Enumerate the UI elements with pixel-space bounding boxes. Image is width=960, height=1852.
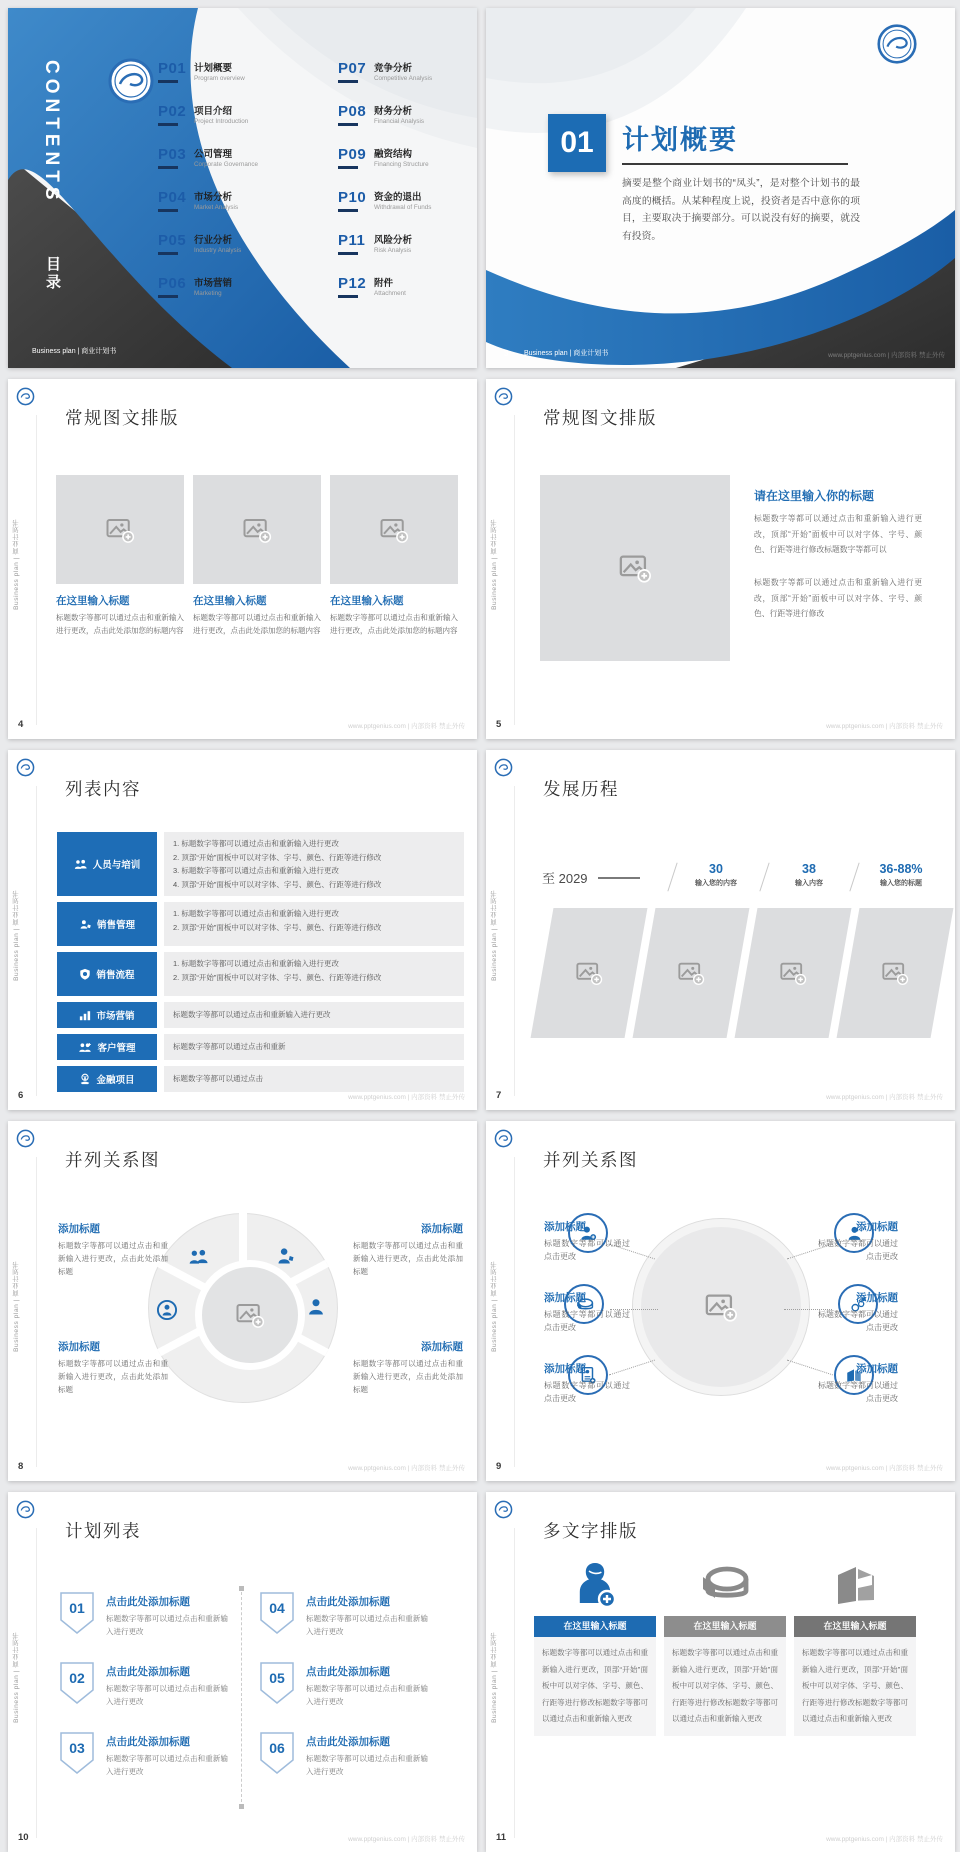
- relation-block-body: 标题数字等都可以通过点击和重新输入进行更改，点击此处添加标题: [58, 1241, 168, 1276]
- divider-end-square: [239, 1804, 244, 1809]
- site-footer: www.pptgenius.com | 内部资料 禁止外传: [348, 1094, 465, 1101]
- image-placeholder[interactable]: [540, 475, 730, 661]
- toc-entry-underline: [338, 166, 358, 169]
- toc-entry-title-cn: 市场营销: [194, 278, 233, 289]
- plan-item-body: 标题数字等都可以通过点击和重新输入进行更改: [106, 1614, 228, 1636]
- stat-label: 输入您的内容: [695, 880, 737, 887]
- plan-item-title: 点击此处添加标题: [106, 1666, 190, 1678]
- timeline-stat: [858, 862, 944, 888]
- plan-item-badge: [60, 1592, 94, 1634]
- user-icon: [306, 1297, 326, 1317]
- site-footer: www.pptgenius.com | 内部资料 禁止外传: [826, 1836, 943, 1843]
- toc-entry[interactable]: [338, 275, 477, 298]
- toc-entry-title-en: Withdrawal of Funds: [374, 204, 432, 211]
- toc-entry-underline: [338, 80, 358, 83]
- add-image-icon: [618, 551, 652, 585]
- relation-block: [812, 1290, 898, 1334]
- slide-title: 常规图文排版: [543, 408, 657, 428]
- toc-entry[interactable]: [338, 103, 477, 126]
- text-column: [794, 1554, 916, 1736]
- toc-entry-number: P06: [158, 275, 187, 292]
- list-row-panel: [164, 1034, 464, 1060]
- toc-entry[interactable]: [338, 232, 477, 255]
- list-line: 1. 标题数字等都可以通过点击和重新输入进行更改: [173, 839, 339, 848]
- relation-block-title: 添加标题: [856, 1292, 898, 1304]
- toc-entry-underline: [158, 295, 178, 298]
- content-heading: 请在这里输入你的标题: [754, 489, 875, 503]
- plan-item-title: 点击此处添加标题: [306, 1596, 390, 1608]
- relation-block-body: 标题数字等都可以通过点击和重新输入进行更改，点击此处添加标题: [353, 1241, 463, 1276]
- slide-title: 常规图文排版: [65, 408, 179, 428]
- list-row-label[interactable]: [57, 1002, 157, 1028]
- toc-vertical-title-cn: 目录: [44, 256, 61, 292]
- plan-item-body: 标题数字等都可以通过点击和重新输入进行更改: [306, 1614, 428, 1636]
- toc-entry-title-en: Attachment: [374, 290, 406, 297]
- toc-entry-title-cn: 资金的退出: [374, 192, 422, 203]
- list-line: 4. 顶部“开始”面板中可以对字体、字号、颜色、行距等进行修改: [173, 879, 382, 889]
- column-title: 在这里输入标题: [330, 595, 404, 607]
- plan-item-body: 标题数字等都可以通过点击和重新输入进行更改: [106, 1684, 228, 1706]
- text-column: [664, 1554, 786, 1736]
- column-body: 标题数字等都可以通过点击和重新输入进行更改，顶部“开始”面板中可以对字体、字号、颜色、行距等进行修改标题数字等都可以通过点击和重新输入更改: [664, 1637, 786, 1736]
- toc-entry-title-en: Competitive Analysis: [374, 75, 433, 82]
- page-number: 8: [18, 1461, 24, 1472]
- slide-relation-fan[interactable]: [8, 1121, 477, 1481]
- list-line: 标题数字等都可以通过点击: [173, 1074, 263, 1083]
- customers-icon: [78, 1042, 92, 1053]
- relation-block: [812, 1361, 898, 1405]
- section-summary-text: 摘要是整个商业计划书的“凤头”，是对整个计划书的最高度的概括。从某种程度上说，投资者是否中意你的项目，主要取决于摘要部分。可以说没有好的摘要，就没有投资。: [622, 178, 860, 242]
- toc-entry-underline: [338, 295, 358, 298]
- slide-layout-one-image[interactable]: [486, 379, 955, 739]
- text-column: [534, 1554, 656, 1736]
- plan-item[interactable]: [106, 1734, 228, 1778]
- list-line: 1. 标题数字等都可以通过点击和重新输入进行更改: [173, 959, 339, 968]
- column-header: 在这里输入标题: [664, 1616, 786, 1637]
- toc-entry-number: P02: [158, 103, 187, 120]
- toc-entry-title-cn: 附件: [374, 278, 394, 289]
- toc-entry-title-en: Project Introduction: [194, 118, 249, 125]
- plan-item-number: 04: [269, 1600, 285, 1616]
- toc-entry-underline: [158, 209, 178, 212]
- plan-item[interactable]: [306, 1594, 428, 1638]
- column-body: 标题数字等都可以通过点击和重新输入进行更改，点击此处添加您的标题内容: [330, 613, 458, 635]
- process-icon: [79, 968, 91, 980]
- sidebar-divider: [514, 415, 515, 725]
- toc-entry-underline: [338, 252, 358, 255]
- column-divider: [241, 1592, 242, 1802]
- relation-block: [58, 1339, 168, 1396]
- toc-entry-title-en: Financial Analysis: [374, 118, 425, 125]
- relation-block-title: 添加标题: [856, 1221, 898, 1233]
- toc-entry[interactable]: [158, 60, 298, 83]
- plan-item-number: 06: [269, 1740, 285, 1756]
- column-body: 标题数字等都可以通过点击和重新输入进行更改，点击此处添加您的标题内容: [56, 613, 184, 635]
- relation-block: [812, 1219, 898, 1263]
- sidebar-divider: [36, 415, 37, 725]
- add-image-icon: [779, 959, 807, 987]
- sidebar-divider: [36, 1528, 37, 1838]
- sidebar-divider: [514, 1528, 515, 1838]
- relation-block: [544, 1361, 630, 1405]
- page-number: 9: [496, 1461, 502, 1472]
- site-footer: www.pptgenius.com | 内部资料 禁止外传: [348, 1836, 465, 1843]
- add-image-icon: [105, 515, 135, 545]
- toc-entry[interactable]: [158, 232, 298, 255]
- slide-plan-list[interactable]: [8, 1492, 477, 1852]
- fan-diagram: [148, 1213, 338, 1403]
- team-icon: [188, 1249, 210, 1265]
- slide-title: 发展历程: [543, 779, 619, 799]
- relation-block: [353, 1339, 463, 1396]
- toc-entry-number: P05: [158, 232, 187, 249]
- vertical-brand-label: Business plan | 商业计划书: [491, 1632, 498, 1723]
- list-row-label[interactable]: [57, 952, 157, 996]
- list-line: 2. 顶部“开始”面板中可以对字体、字号、颜色、行距等进行修改: [173, 972, 382, 982]
- plan-item-badge: [260, 1662, 294, 1704]
- toc-entry-title-cn: 财务分析: [374, 106, 413, 117]
- finance-icon: [79, 1073, 91, 1085]
- column-header: 在这里输入标题: [534, 1616, 656, 1637]
- list-row-label[interactable]: [57, 832, 157, 896]
- slide-title: 多文字排版: [543, 1521, 638, 1541]
- relation-block-body: 标题数字等都可以通过点击更改: [544, 1310, 630, 1332]
- sidebar-divider: [514, 1157, 515, 1467]
- plan-item-number: 01: [69, 1600, 85, 1616]
- school-badge-logo-icon: [877, 24, 917, 64]
- brand-footer: Business plan | 商业计划书: [524, 350, 609, 357]
- stat-value: 30: [709, 862, 723, 876]
- hub-center-image-placeholder[interactable]: [633, 1219, 809, 1395]
- logo-icon: [16, 1500, 35, 1519]
- toc-entry-title-en: Risk Analysis: [374, 247, 412, 254]
- page-number: 7: [496, 1090, 502, 1101]
- toc-entry-underline: [338, 209, 358, 212]
- timeline-year-label: 至 2029: [542, 871, 588, 886]
- column-title: 在这里输入标题: [193, 595, 267, 607]
- list-row-label-text: 销售流程: [96, 970, 135, 981]
- slide-title: 并列关系图: [543, 1150, 638, 1170]
- vertical-brand-label: Business plan | 商业计划书: [491, 890, 498, 981]
- toc-entry-number: P12: [338, 275, 367, 292]
- toc-entry-title-cn: 融资结构: [374, 149, 413, 160]
- toc-entry-title-en: Financing Structure: [374, 161, 429, 168]
- list-row-label-text: 销售管理: [96, 920, 135, 931]
- toc-entry-number: P10: [338, 189, 367, 206]
- plan-item-body: 标题数字等都可以通过点击和重新输入进行更改: [106, 1754, 228, 1776]
- stat-value: 36-88%: [879, 862, 923, 876]
- toc-entry-underline: [158, 252, 178, 255]
- image-placeholder[interactable]: [330, 475, 458, 584]
- logo-icon: [494, 387, 513, 406]
- user-pen-icon: [276, 1247, 296, 1265]
- logo-icon: [494, 758, 513, 777]
- page-number: 3: [504, 349, 509, 358]
- vertical-brand-label: Business plan | 商业计划书: [13, 1261, 20, 1352]
- toc-entry-number: P01: [158, 60, 187, 77]
- toc-entry-underline: [338, 123, 358, 126]
- toc-entry-number: P04: [158, 189, 187, 206]
- relation-block-body: 标题数字等都可以通过点击和重新输入进行更改，点击此处添加标题: [353, 1359, 463, 1394]
- toc-entry-number: P07: [338, 60, 367, 77]
- column-body: 标题数字等都可以通过点击和重新输入进行更改，点击此处添加您的标题内容: [193, 613, 321, 635]
- add-image-icon: [235, 1300, 265, 1330]
- relation-block-body: 标题数字等都可以通过点击更改: [818, 1381, 898, 1403]
- vertical-brand-label: Business plan | 商业计划书: [491, 519, 498, 610]
- toc-entry-title-cn: 风险分析: [374, 235, 413, 246]
- toc-entry[interactable]: [158, 189, 298, 212]
- toc-entry-underline: [158, 80, 178, 83]
- plan-item-body: 标题数字等都可以通过点击和重新输入进行更改: [306, 1754, 428, 1776]
- slide-timeline[interactable]: [486, 750, 955, 1110]
- page-number: 11: [496, 1832, 507, 1843]
- relation-block-title: 添加标题: [544, 1363, 586, 1375]
- plan-item[interactable]: [106, 1664, 228, 1708]
- list-row-panel: [164, 1066, 464, 1092]
- plan-item-body: 标题数字等都可以通过点击和重新输入进行更改: [306, 1684, 428, 1706]
- image-placeholder[interactable]: [531, 908, 648, 1038]
- relation-block: [544, 1219, 630, 1263]
- vertical-brand-label: Business plan | 商业计划书: [13, 1632, 20, 1723]
- vertical-brand-label: Business plan | 商业计划书: [491, 1261, 498, 1352]
- sidebar-divider: [514, 786, 515, 1096]
- toc-entry-number: P03: [158, 146, 187, 163]
- site-footer: www.pptgenius.com | 内部资料 禁止外传: [826, 723, 943, 730]
- plan-item-number: 03: [69, 1740, 85, 1756]
- timeline-stat: [769, 862, 849, 888]
- toc-entry[interactable]: [158, 146, 298, 169]
- list-line: 2. 顶部“开始”面板中可以对字体、字号、颜色、行距等进行修改: [173, 922, 382, 932]
- add-image-icon: [575, 959, 603, 987]
- list-row-panel: [164, 832, 464, 896]
- relation-block-title: 添加标题: [421, 1341, 463, 1353]
- plan-item-number: 02: [69, 1670, 85, 1686]
- section-title: 计划概要: [622, 125, 738, 155]
- toc-entry-title-cn: 公司管理: [194, 149, 233, 160]
- plan-item[interactable]: [306, 1664, 428, 1708]
- relation-block-title: 添加标题: [58, 1223, 100, 1235]
- list-row-panel: [164, 1002, 464, 1028]
- list-row-label-text: 市场营销: [96, 1011, 135, 1022]
- site-footer: www.pptgenius.com | 内部资料 禁止外传: [826, 1094, 943, 1101]
- plan-item-badge: [260, 1732, 294, 1774]
- add-image-icon: [677, 959, 705, 987]
- timeline-year-dash: [598, 877, 640, 879]
- user-sync-icon: [156, 1299, 178, 1321]
- column-body: 标题数字等都可以通过点击和重新输入进行更改，顶部“开始”面板中可以对字体、字号、颜色、行距等进行修改标题数字等都可以通过点击和重新输入更改: [794, 1637, 916, 1736]
- toc-entry-title-cn: 竞争分析: [374, 63, 413, 74]
- slide-layout-three-images[interactable]: [8, 379, 477, 739]
- list-row-label-text: 金融项目: [96, 1075, 135, 1086]
- image-placeholder[interactable]: [633, 908, 750, 1038]
- slide-toc[interactable]: [8, 8, 477, 368]
- logo-icon: [16, 758, 35, 777]
- toc-entry-title-en: Market Analysis: [194, 204, 239, 211]
- list-line: 3. 标题数字等都可以通过点击和重新输入进行更改: [173, 866, 339, 875]
- list-row-label[interactable]: [57, 1034, 157, 1060]
- page-number: 10: [18, 1832, 29, 1843]
- fan-center-image-placeholder[interactable]: [195, 1260, 305, 1370]
- pie-3d-icon: [699, 1563, 751, 1607]
- section-number-badge: 01: [548, 114, 606, 172]
- page-number: 6: [18, 1090, 24, 1101]
- team-icon: [74, 859, 88, 870]
- image-placeholder[interactable]: [735, 908, 852, 1038]
- list-row-panel: [164, 952, 464, 996]
- toc-entry-title-en: Program overview: [194, 75, 245, 82]
- section-title-rule: [622, 163, 848, 165]
- toc-entry-title-en: Corporate Governance: [194, 161, 259, 168]
- plan-item-badge: [60, 1662, 94, 1704]
- toc-entry[interactable]: [158, 275, 298, 298]
- plan-item-title: 点击此处添加标题: [106, 1596, 190, 1608]
- toc-entry-underline: [158, 166, 178, 169]
- plan-item-number: 05: [269, 1670, 285, 1686]
- toc-entry-underline: [158, 123, 178, 126]
- plan-item-title: 点击此处添加标题: [306, 1736, 390, 1748]
- relation-block-body: 标题数字等都可以通过点击更改: [544, 1381, 630, 1403]
- page-number: 5: [496, 719, 502, 730]
- column-header: 在这里输入标题: [794, 1616, 916, 1637]
- relation-block-title: 添加标题: [421, 1223, 463, 1235]
- logo-icon: [494, 1129, 513, 1148]
- column-body: 标题数字等都可以通过点击和重新输入进行更改，顶部“开始”面板中可以对字体、字号、颜色、行距等进行修改标题数字等都可以通过点击和重新输入更改: [534, 1637, 656, 1736]
- plan-item[interactable]: [106, 1594, 228, 1638]
- timeline-stat: [676, 862, 756, 888]
- logo-icon: [16, 1129, 35, 1148]
- toc-entry-title-cn: 计划概要: [194, 63, 233, 74]
- page-number: 4: [18, 719, 24, 730]
- list-row-label-text: 人员与培训: [92, 860, 141, 871]
- toc-entry[interactable]: [158, 103, 298, 126]
- relation-block-title: 添加标题: [544, 1221, 586, 1233]
- toc-entry[interactable]: [338, 60, 477, 83]
- sidebar-divider: [36, 786, 37, 1096]
- logo-icon: [494, 1500, 513, 1519]
- toc-entry[interactable]: [338, 189, 477, 212]
- column-title: 在这里输入标题: [56, 595, 130, 607]
- toc-entry-title-cn: 行业分析: [194, 235, 233, 246]
- list-line: 标题数字等都可以通过点击和重新输入进行更改: [173, 1010, 331, 1019]
- toc-entry-number: P08: [338, 103, 367, 120]
- add-image-icon: [242, 515, 272, 545]
- site-footer: www.pptgenius.com | 内部资料 禁止外传: [348, 723, 465, 730]
- relation-block-body: 标题数字等都可以通过点击和重新输入进行更改，点击此处添加标题: [58, 1359, 168, 1394]
- plan-item-title: 点击此处添加标题: [106, 1736, 190, 1748]
- content-paragraph: 标题数字等都可以通过点击和重新输入进行更改，顶部“开始”面板中可以对字体、字号、颜色、行距等进行修改: [754, 578, 922, 618]
- toc-entry-title-cn: 项目介绍: [194, 106, 233, 117]
- building-icon: [830, 1561, 880, 1609]
- relation-block-body: 标题数字等都可以通过点击更改: [818, 1310, 898, 1332]
- plan-item-badge: [260, 1592, 294, 1634]
- slide-title: 计划列表: [65, 1521, 141, 1541]
- plan-item-title: 点击此处添加标题: [306, 1666, 390, 1678]
- vertical-brand-label: Business plan | 商业计划书: [13, 890, 20, 981]
- slide-section-01[interactable]: [486, 8, 955, 368]
- relation-block-title: 添加标题: [544, 1292, 586, 1304]
- stat-label: 输入内容: [795, 880, 823, 887]
- relation-block: [544, 1290, 630, 1334]
- plan-item[interactable]: [306, 1734, 428, 1778]
- list-line: 1. 标题数字等都可以通过点击和重新输入进行更改: [173, 909, 339, 918]
- list-row-label-text: 客户管理: [97, 1043, 136, 1054]
- divider-end-square: [239, 1586, 244, 1591]
- brand-footer: Business plan | 商业计划书: [32, 348, 117, 355]
- toc-entry-title-en: Industry Analysis: [194, 247, 242, 254]
- stat-value: 38: [802, 862, 816, 876]
- relation-block-title: 添加标题: [58, 1341, 100, 1353]
- add-image-icon: [881, 959, 909, 987]
- toc-entry[interactable]: [338, 146, 477, 169]
- sales-icon: [79, 919, 92, 930]
- add-image-icon: [379, 515, 409, 545]
- toc-entry-number: P09: [338, 146, 367, 163]
- logo-icon: [16, 387, 35, 406]
- relation-block-title: 添加标题: [856, 1363, 898, 1375]
- list-row-label[interactable]: [57, 1066, 157, 1092]
- list-line: 标题数字等都可以通过点击和重新: [173, 1042, 286, 1051]
- toc-entry-title-en: Marketing: [194, 290, 222, 297]
- toc-entry-number: P11: [338, 232, 366, 249]
- relation-block: [58, 1221, 168, 1278]
- toc-entry-title-cn: 市场分析: [194, 192, 233, 203]
- list-row-label[interactable]: [57, 902, 157, 946]
- site-footer: www.pptgenius.com | 内部资料 禁止外传: [348, 1465, 465, 1472]
- list-row-panel: [164, 902, 464, 946]
- person-add-icon: [573, 1559, 617, 1611]
- content-paragraph: 标题数字等都可以通过点击和重新输入进行更改，顶部“开始”面板中可以对字体、字号、颜色、行距等进行修改标题数字等都可以: [754, 514, 922, 554]
- relation-block-body: 标题数字等都可以通过点击更改: [818, 1239, 898, 1261]
- relation-block: [353, 1221, 463, 1278]
- toc-vertical-title-en: CONTENTS: [41, 60, 62, 205]
- list-line: 2. 顶部“开始”面板中可以对字体、字号、颜色、行距等进行修改: [173, 852, 382, 862]
- add-image-icon: [704, 1290, 738, 1324]
- site-footer: www.pptgenius.com | 内部资料 禁止外传: [828, 352, 945, 359]
- slide-list-content[interactable]: [8, 750, 477, 1110]
- slide-multi-text[interactable]: [486, 1492, 955, 1852]
- sidebar-divider: [36, 1157, 37, 1467]
- slide-title: 列表内容: [65, 779, 141, 799]
- vertical-brand-label: Business plan | 商业计划书: [13, 519, 20, 610]
- relation-block-body: 标题数字等都可以通过点击更改: [544, 1239, 630, 1261]
- bar-chart-icon: [79, 1010, 91, 1021]
- image-placeholder[interactable]: [837, 908, 954, 1038]
- site-footer: www.pptgenius.com | 内部资料 禁止外传: [826, 1465, 943, 1472]
- image-placeholder[interactable]: [193, 475, 321, 584]
- slide-title: 并列关系图: [65, 1150, 160, 1170]
- image-placeholder[interactable]: [56, 475, 184, 584]
- plan-item-badge: [60, 1732, 94, 1774]
- school-badge-logo-icon: [108, 58, 154, 104]
- slide-relation-hub[interactable]: [486, 1121, 955, 1481]
- stat-label: 输入您的标题: [880, 880, 922, 887]
